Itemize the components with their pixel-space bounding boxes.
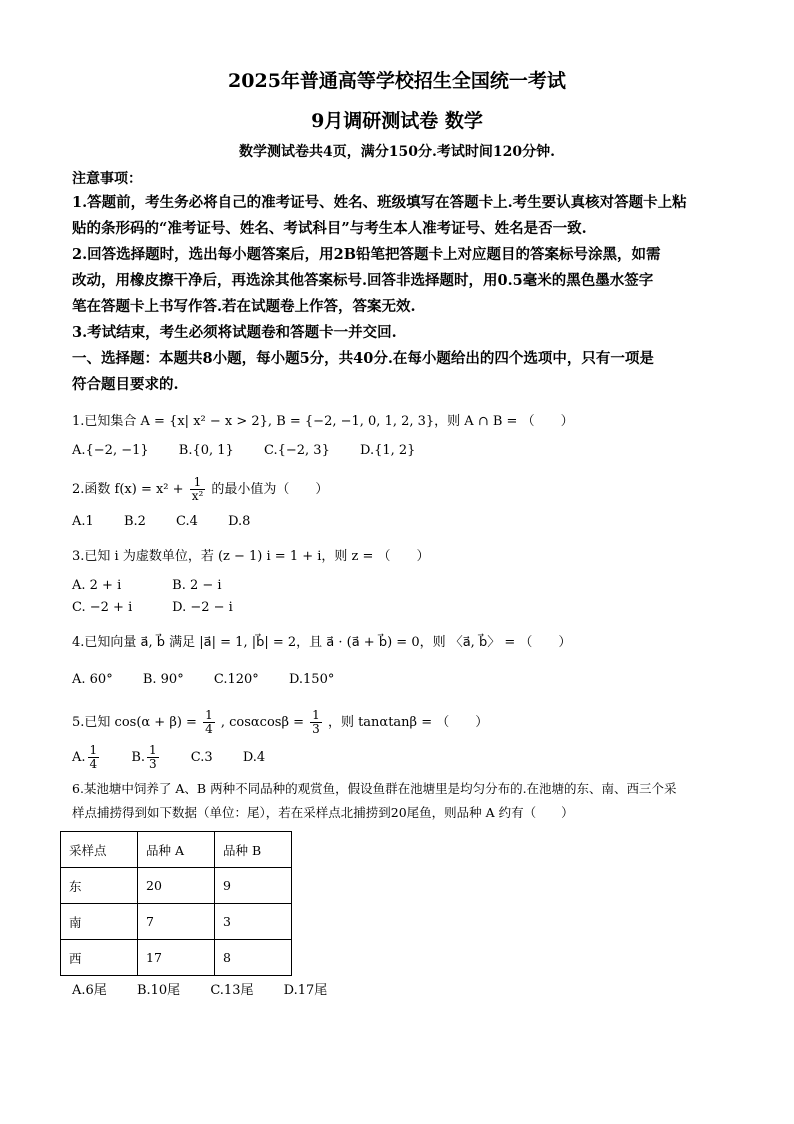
fraction	[147, 744, 159, 771]
table-cell: 8	[215, 940, 292, 976]
notice-line: 2.回答选择题时，选出每小题答案后，用2B铅笔把答题卡上对应题目的答案标号涂黑，如需	[72, 246, 661, 263]
fraction-numerator: 1	[89, 743, 98, 757]
exam-title: 2025年普通高等学校招生全国统一考试	[228, 70, 566, 92]
fraction-numerator: 1	[190, 476, 206, 490]
section-heading: 一、选择题：本题共8小题，每小题5分，共40分.在每小题给出的四个选项中，只有一项是	[72, 350, 654, 367]
exam-subtitle: 9月调研测试卷 数学	[311, 110, 483, 132]
notice-line: 改动，用橡皮擦干净后，再选涂其他答案标号.回答非选择题时，用0.5毫米的黑色墨水签字	[72, 272, 654, 289]
question-1-options	[72, 440, 722, 462]
question-5-options	[72, 744, 722, 771]
table-cell: 9	[215, 868, 292, 904]
option-a: A.1	[72, 514, 94, 529]
option-b: B. 90°	[142, 672, 184, 687]
option-c: C.3	[190, 750, 213, 765]
table-cell: 17	[138, 940, 215, 976]
table-cell: 东	[61, 868, 138, 904]
question-2	[72, 476, 722, 503]
notice-line: 贴的条形码的“准考证号、姓名、考试科目”与考生本人准考证号、姓名是否一致.	[72, 220, 587, 237]
option-b: B.2	[123, 514, 146, 529]
table-header-row	[61, 832, 292, 868]
option-b	[131, 744, 160, 771]
fraction	[203, 709, 215, 736]
table-row	[61, 904, 292, 940]
question-2-suffix: 的最小值为（ ）	[211, 482, 329, 497]
question-5-middle: , cosαcosβ =	[220, 715, 305, 730]
fraction-denominator: x²	[191, 489, 204, 503]
table-header: 品种 B	[215, 832, 292, 868]
question-4-options	[72, 669, 722, 691]
fraction-denominator: 3	[312, 722, 320, 736]
question-5	[72, 709, 722, 736]
fraction	[310, 709, 322, 736]
fraction-denominator: 4	[89, 757, 98, 771]
question-3-options-row1	[72, 575, 722, 597]
option-d: D.150°	[288, 672, 335, 687]
fraction	[190, 476, 206, 503]
notice-line: 笔在答题卡上书写作答.若在试题卷上作答，答案无效.	[72, 298, 416, 315]
question-6-options	[72, 980, 722, 1002]
table-row	[61, 868, 292, 904]
question-5-prefix: 5.已知 cos(α + β) =	[72, 715, 197, 730]
table-cell: 南	[61, 904, 138, 940]
exam-page	[69, 60, 722, 1002]
fraction-denominator: 4	[205, 722, 213, 736]
question-1: 1.已知集合 A = {x| x² − x > 2}, B = {−2, −1, 0, 1, 2, 3}，则 A ∩ B = （ ）	[72, 414, 574, 429]
question-2-prefix: 2.函数 f(x) = x² +	[72, 482, 184, 497]
table-header: 采样点	[61, 832, 138, 868]
question-2-options	[72, 511, 722, 533]
option-c: C.120°	[213, 672, 259, 687]
table-row	[61, 940, 292, 976]
question-4: 4.已知向量 a⃗, b⃗ 满足 |a⃗| = 1, |b⃗| = 2，且 a⃗ · (a⃗ + b⃗) = 0，则 〈a⃗, b⃗〉 = （ ）	[72, 635, 572, 650]
table-cell: 西	[61, 940, 138, 976]
section-heading: 符合题目要求的.	[72, 376, 179, 393]
fraction-numerator: 1	[149, 743, 157, 757]
table-cell: 20	[138, 868, 215, 904]
table-cell: 3	[215, 904, 292, 940]
option-c: C. −2 + i	[72, 600, 133, 615]
fraction-numerator: 1	[205, 708, 213, 722]
fraction-numerator: 1	[312, 708, 320, 722]
option-a: A. 60°	[72, 672, 113, 687]
option-a: A.6尾	[72, 983, 107, 998]
option-a	[72, 744, 101, 771]
exam-info: 数学测试卷共4页，满分150分.考试时间120分钟.	[239, 144, 555, 160]
option-c: C.4	[176, 514, 198, 529]
question-3: 3.已知 i 为虚数单位，若 (z − 1) i = 1 + i，则 z = （ ）	[72, 549, 430, 564]
option-a-label: A.	[72, 750, 86, 765]
option-b: B. 2 − i	[172, 578, 222, 593]
option-c: C.13尾	[210, 983, 254, 998]
table-cell: 7	[138, 904, 215, 940]
fraction	[88, 744, 100, 771]
option-d: D.8	[228, 514, 251, 529]
notice-line: 3.考试结束，考生必须将试题卷和答题卡一并交回.	[72, 324, 397, 341]
option-a: A.{−2, −1}	[72, 443, 149, 458]
option-d: D.17尾	[283, 983, 328, 998]
notice-line: 1.答题前，考生务必将自己的准考证号、姓名、班级填写在答题卡上.考生要认真核对答题卡上粘	[72, 194, 687, 211]
option-c: C.{−2, 3}	[263, 443, 330, 458]
question-6-line1: 6.某池塘中饲养了 A、B 两种不同品种的观赏鱼，假设鱼群在池塘里是均匀分布的.在池塘的东、南、西三个采	[72, 781, 677, 796]
option-d: D.{1, 2}	[359, 443, 416, 458]
table-header: 品种 A	[138, 832, 215, 868]
notice-title: 注意事项：	[72, 171, 142, 187]
option-d: D. −2 − i	[172, 600, 233, 615]
fraction-denominator: 3	[149, 757, 157, 771]
option-b-label: B.	[131, 750, 145, 765]
question-3-options-row2	[72, 597, 722, 619]
question-6-line2: 样点捕捞得到如下数据（单位：尾），若在采样点北捕捞到20尾鱼，则品种 A 约有（ ）	[72, 805, 574, 820]
sampling-table	[60, 831, 292, 976]
option-b: B.{0, 1}	[178, 443, 234, 458]
option-d: D.4	[242, 750, 266, 765]
option-b: B.10尾	[136, 983, 181, 998]
question-5-suffix: ，则 tanαtanβ = （ ）	[327, 715, 489, 730]
option-a: A. 2 + i	[72, 578, 122, 593]
